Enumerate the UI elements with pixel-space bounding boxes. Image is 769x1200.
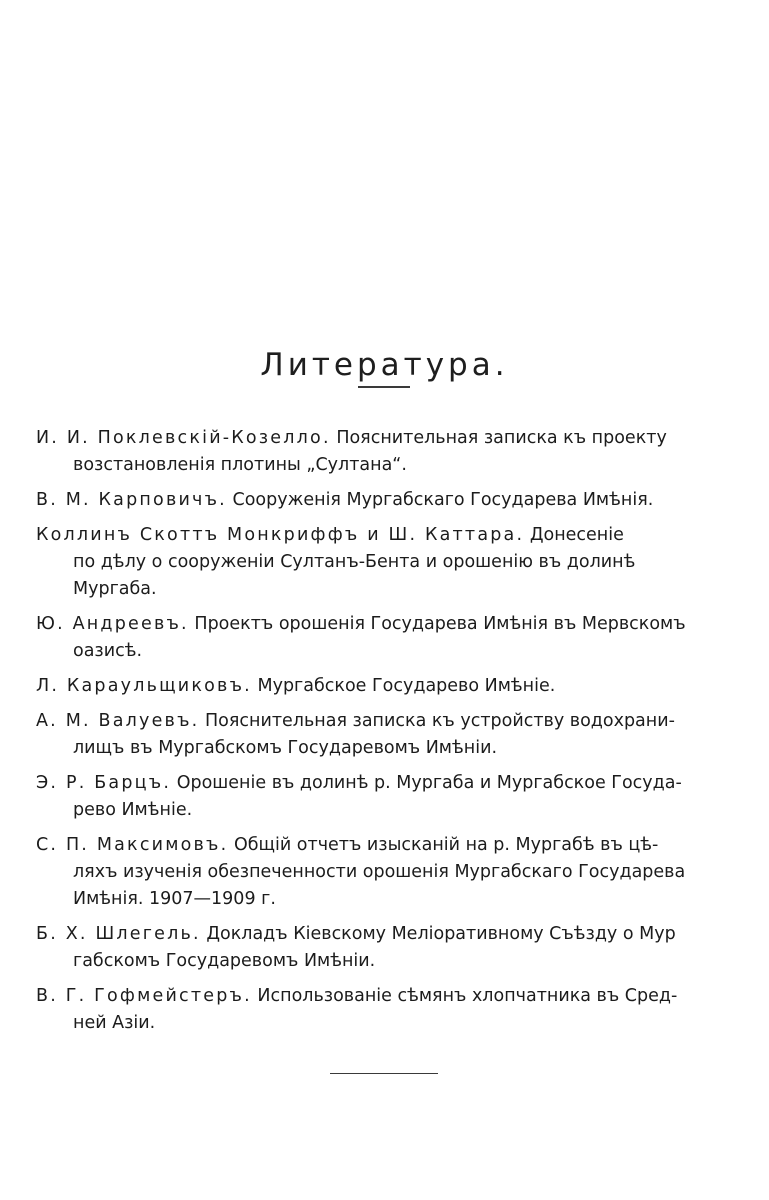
entry-author: И. И. Поклевскій-Козелло. xyxy=(36,428,331,448)
entry-title: Донесеніе xyxy=(529,525,624,545)
entry-title: Использованіе сѣмянъ хлопчатника въ Сред- xyxy=(257,986,678,1006)
bibliography-entry xyxy=(36,921,733,975)
bibliography-list xyxy=(36,425,733,1045)
bibliography-entry xyxy=(36,770,733,824)
bibliography-entry xyxy=(36,832,733,913)
entry-author: Ю. Андреевъ. xyxy=(36,614,189,634)
entry-title-continued: Имѣнія. 1907—1909 г. xyxy=(73,889,276,909)
bibliography-entry xyxy=(36,425,733,479)
entry-author: С. П. Максимовъ. xyxy=(36,835,229,855)
entry-title: Общій отчетъ изысканій на р. Мургабѣ въ цѣ- xyxy=(233,835,659,855)
entry-title-continued: Мургаба. xyxy=(73,579,157,599)
entry-title-continued: габскомъ Государевомъ Имѣніи. xyxy=(73,951,376,971)
bibliography-entry xyxy=(36,673,733,700)
entry-author: Б. Х. Шлегель. xyxy=(36,924,201,944)
entry-title-continued: ней Азіи. xyxy=(73,1013,156,1033)
entry-title-continued: оазисѣ. xyxy=(73,641,143,661)
bibliography-entry xyxy=(36,611,733,665)
entry-title-continued: рево Имѣніе. xyxy=(73,800,193,820)
entry-title: Орошеніе въ долинѣ р. Мургаба и Мургабское Госуда- xyxy=(176,773,682,793)
entry-author: Э. Р. Барцъ. xyxy=(36,773,172,793)
entry-title-continued: возстановленія плотины „Султана“. xyxy=(73,455,407,475)
entry-title-continued: лищъ въ Мургабскомъ Государевомъ Имѣніи. xyxy=(73,738,498,758)
entry-author: А. М. Валуевъ. xyxy=(36,711,200,731)
page-title: Литература. xyxy=(260,346,509,383)
entry-title-continued: по дѣлу о сооруженіи Султанъ-Бента и орошенію въ долинѣ xyxy=(73,552,636,572)
entry-title-continued: ляхъ изученія обезпеченности орошенія Мургабскаго Государева xyxy=(73,862,686,882)
entry-title: Сооруженія Мургабскаго Государева Имѣнія. xyxy=(232,490,654,510)
entry-author: Л. Караульщиковъ. xyxy=(36,676,252,696)
entry-author: В. М. Карповичъ. xyxy=(36,490,227,510)
entry-title: Проектъ орошенія Государева Имѣнія въ Мервскомъ xyxy=(194,614,686,634)
bibliography-entry xyxy=(36,983,733,1037)
entry-author: В. Г. Гофмейстеръ. xyxy=(36,986,252,1006)
entry-title: Пояснительная записка къ проекту xyxy=(336,428,667,448)
title-divider xyxy=(358,386,410,388)
bibliography-entry xyxy=(36,522,733,603)
entry-title: Мургабское Государево Имѣніе. xyxy=(257,676,556,696)
bibliography-entry xyxy=(36,487,733,514)
entry-title: Докладъ Кіевскому Меліоративному Съѣзду о Мур xyxy=(206,924,676,944)
entry-author: Коллинъ Скоттъ Монкриффъ и Ш. Каттара. xyxy=(36,525,525,545)
end-divider xyxy=(330,1073,438,1074)
bibliography-entry xyxy=(36,708,733,762)
entry-title: Пояснительная записка къ устройству водохрани- xyxy=(204,711,675,731)
